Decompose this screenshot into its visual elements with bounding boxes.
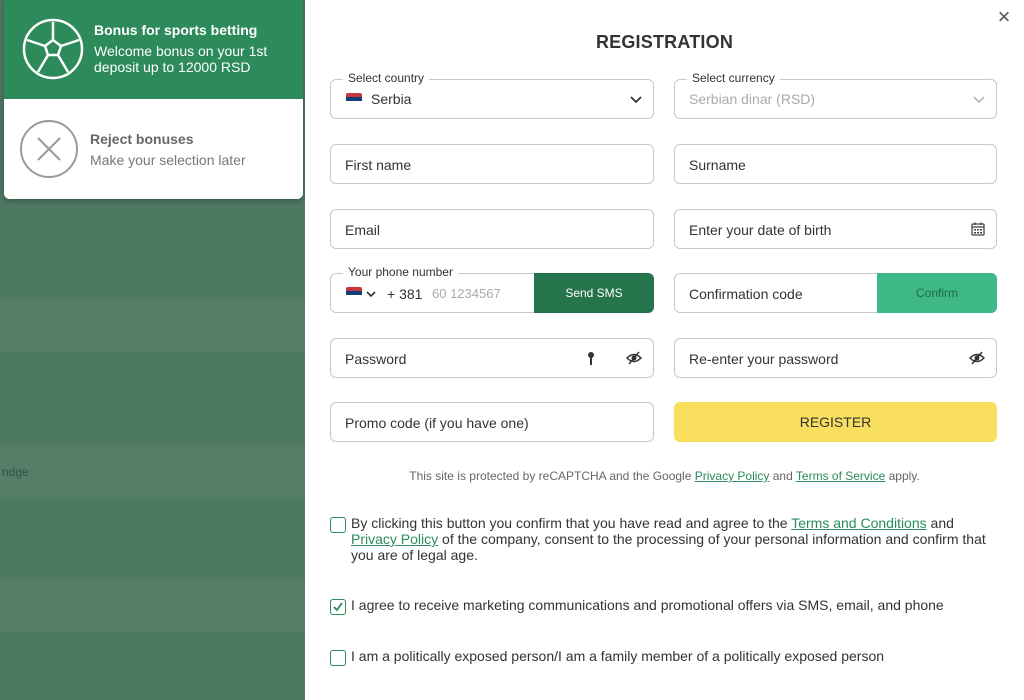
country-value: Serbia	[371, 91, 412, 107]
marketing-consent-text: I agree to receive marketing communications and promotional offers via SMS, email, and phone	[351, 597, 944, 613]
chevron-down-icon	[629, 92, 643, 106]
recaptcha-and: and	[769, 469, 796, 483]
recaptcha-text: This site is protected by reCAPTCHA and the Google	[409, 469, 695, 483]
bg-row	[0, 580, 320, 632]
marketing-consent-checkbox[interactable]	[330, 599, 346, 615]
bonus-sports-text: Welcome bonus on your 1st deposit up to 12000 RSD	[94, 43, 268, 75]
first-name-placeholder: First name	[345, 157, 412, 173]
page-title: REGISTRATION	[595, 32, 734, 52]
country-label: Select country	[343, 71, 429, 85]
close-button[interactable]: ×	[997, 4, 1011, 29]
surname-placeholder: Surname	[689, 157, 746, 173]
password-placeholder: Password	[345, 351, 407, 367]
date-of-birth-field[interactable]	[674, 209, 997, 249]
currency-select[interactable]	[674, 71, 997, 119]
serbia-flag-icon	[346, 287, 362, 299]
terms-consent-after: of the company, consent to the processing of your personal information and confirm that you are of legal age.	[351, 531, 986, 563]
marketing-consent-row	[330, 597, 1000, 617]
send-sms-button[interactable]: Send SMS	[534, 273, 654, 313]
chevron-down-icon	[972, 92, 986, 106]
close-circle-icon	[19, 119, 79, 179]
reenter-password-field[interactable]	[674, 338, 997, 378]
recaptcha-apply: apply.	[885, 469, 920, 483]
register-button[interactable]: REGISTER	[674, 402, 997, 442]
terms-consent-checkbox[interactable]	[330, 517, 346, 533]
bonus-sports-title: Bonus for sports betting	[94, 22, 258, 38]
terms-consent-text	[351, 515, 996, 563]
eye-hidden-icon[interactable]	[626, 351, 642, 365]
bonus-reject-text: Make your selection later	[90, 152, 246, 168]
privacy-policy-link[interactable]: Privacy Policy	[694, 469, 770, 483]
phone-field[interactable]	[330, 265, 654, 313]
confirmation-code-placeholder: Confirmation code	[689, 286, 803, 302]
terms-and-conditions-link[interactable]: Terms and Conditions	[791, 515, 927, 531]
confirmation-code-field[interactable]	[674, 273, 997, 313]
confirm-button[interactable]: Confirm	[877, 273, 997, 313]
surname-field[interactable]	[674, 144, 997, 184]
country-select[interactable]	[330, 71, 654, 119]
terms-of-service-link[interactable]: Terms of Service	[795, 469, 886, 483]
phone-placeholder: 60 1234567	[432, 286, 501, 301]
pep-text: I am a politically exposed person/I am a family member of a politically exposed person	[351, 648, 885, 664]
dob-placeholder: Enter your date of birth	[689, 222, 832, 238]
pep-row	[330, 648, 1000, 668]
currency-label: Select currency	[687, 71, 780, 85]
bonus-reject-title: Reject bonuses	[90, 131, 194, 147]
phone-label: Your phone number	[343, 265, 458, 279]
password-field[interactable]	[330, 338, 654, 378]
phone-country-code: + 381	[387, 286, 423, 302]
calendar-icon[interactable]	[971, 222, 985, 236]
currency-value: Serbian dinar (RSD)	[689, 91, 816, 107]
promo-code-field[interactable]	[330, 402, 654, 442]
soccer-ball-icon	[22, 18, 84, 80]
bg-text: ndge	[2, 465, 29, 479]
email-field[interactable]	[330, 209, 654, 249]
privacy-policy-link[interactable]: Privacy Policy	[351, 531, 439, 547]
recaptcha-notice	[305, 469, 1024, 483]
bg-row	[0, 300, 320, 352]
bg-row	[0, 445, 320, 497]
key-icon[interactable]	[586, 351, 596, 367]
terms-consent-row	[330, 515, 1000, 565]
chevron-down-icon[interactable]	[366, 289, 376, 299]
pep-checkbox[interactable]	[330, 650, 346, 666]
terms-consent-and: and	[926, 515, 954, 531]
serbia-flag-icon	[346, 93, 362, 105]
checkmark-icon	[332, 601, 344, 613]
promo-code-placeholder: Promo code (if you have one)	[345, 415, 529, 431]
reenter-password-placeholder: Re-enter your password	[689, 351, 839, 367]
email-placeholder: Email	[345, 222, 381, 238]
bonus-sports-option[interactable]	[4, 0, 303, 99]
eye-hidden-icon[interactable]	[969, 351, 985, 365]
first-name-field[interactable]	[330, 144, 654, 184]
terms-consent-before: By clicking this button you confirm that you have read and agree to the	[351, 515, 792, 531]
